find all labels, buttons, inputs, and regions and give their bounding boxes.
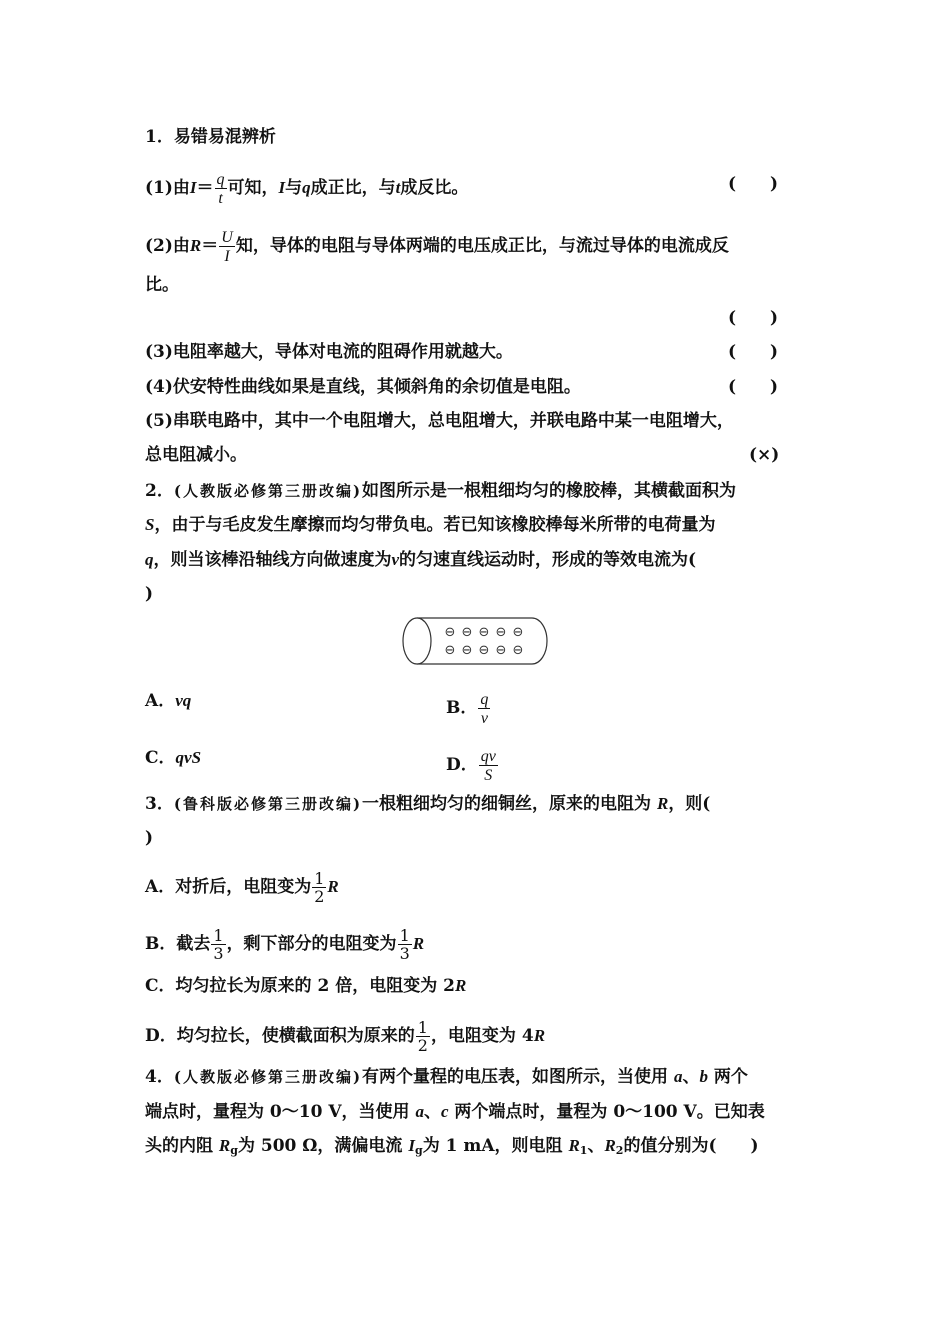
charge-mark: ⊖ [461, 643, 473, 658]
item-2: (2)由R＝ $\frac{U}{I}$ 知，导体的电阻与导体两端的电压成正比，与流过导体的电流成反 [145, 229, 729, 265]
q2-line-3: q，则当该棒沿轴线方向做速度为v的匀速直线运动时，形成的等效电流为( [145, 550, 697, 570]
answer-bracket-2: ( ) [728, 308, 779, 328]
fraction-u-over-i: $\frac{U}{I}$ [221, 229, 233, 265]
q3-option-d[interactable]: D．均匀拉长，使横截面积为原来的 $\frac{1}{2}$ ，电阻变为 4R [145, 1018, 546, 1055]
charge-mark: ⊖ [478, 643, 490, 658]
charge-mark: ⊖ [444, 625, 456, 640]
q3-option-a[interactable]: A．对折后，电阻变为 $\frac{1}{2}$ R [145, 869, 339, 906]
item-2-cont: 比。 [145, 275, 179, 295]
q4-line-2: 端点时，量程为 0～10 V，当使用 a、c 两个端点时，量程为 0～100 V。已知表 [145, 1102, 765, 1122]
answer-5: (×) [749, 445, 780, 465]
q3-option-b[interactable]: B．截去 $\frac{1}{3}$ ，剩下部分的电阻变为 $\frac{1}{3}$ R [145, 926, 425, 963]
answer-bracket-3: ( ) [728, 342, 779, 362]
charge-mark: ⊖ [478, 625, 490, 640]
q3-option-c[interactable]: C．均匀拉长为原来的 2 倍，电阻变为 2R [145, 976, 467, 996]
charge-mark: ⊖ [495, 643, 507, 658]
answer-bracket-4: ( ) [728, 377, 779, 397]
rubber-rod-figure [400, 614, 552, 670]
fraction-q-over-t: $\frac{q}{t}$ [216, 171, 225, 207]
charge-mark: ⊖ [444, 643, 456, 658]
item-5-cont: 总电阻减小。 [145, 445, 247, 465]
q2-option-d[interactable]: D． $\frac{qv}{S}$ [446, 748, 496, 784]
q4-line-3: 头的内阻 $R_g$为 500 Ω，满偏电流 $I_g$为 1 mA，则电阻 $R_1$、$R_2$的值分别为( ) [145, 1136, 759, 1157]
q2-option-b[interactable]: B． $\frac{q}{v}$ [446, 691, 489, 727]
section-heading: 1．易错易混辨析 [145, 127, 276, 147]
item-3: (3)电阻率越大，导体对电流的阻碍作用就越大。 [145, 342, 513, 362]
charge-mark: ⊖ [461, 625, 473, 640]
q4-line-1: 4．(人教版必修第三册改编)有两个量程的电压表，如图所示，当使用 a、b 两个 [145, 1067, 748, 1087]
q2-line-1: 2．(人教版必修第三册改编)如图所示是一根粗细均匀的橡胶棒，其横截面积为 [145, 481, 737, 501]
item-5: (5)串联电路中，其中一个电阻增大，总电阻增大，并联电路中某一电阻增大， [145, 411, 734, 431]
item-1: (1)由I＝ $\frac{q}{t}$ 可知，I与q成正比，与t成反比。 [145, 171, 469, 207]
item-4: (4)伏安特性曲线如果是直线，其倾斜角的余切值是电阻。 [145, 377, 581, 397]
charge-mark: ⊖ [512, 643, 524, 658]
q3-line-2: ) [145, 828, 154, 848]
q2-option-c[interactable]: C．qvS [145, 748, 202, 768]
charge-mark: ⊖ [495, 625, 507, 640]
q2-option-a[interactable]: A．vq [145, 691, 192, 711]
charge-mark: ⊖ [512, 625, 524, 640]
q2-line-4: ) [145, 584, 154, 604]
q2-line-2: S，由于与毛皮发生摩擦而均匀带负电。若已知该橡胶棒每米所带的电荷量为 [145, 515, 716, 535]
q3-line-1: 3．(鲁科版必修第三册改编)一根粗细均匀的细铜丝，原来的电阻为 R，则( [145, 794, 711, 814]
answer-bracket-1: ( ) [728, 174, 779, 194]
rod-end-ellipse [403, 618, 431, 664]
